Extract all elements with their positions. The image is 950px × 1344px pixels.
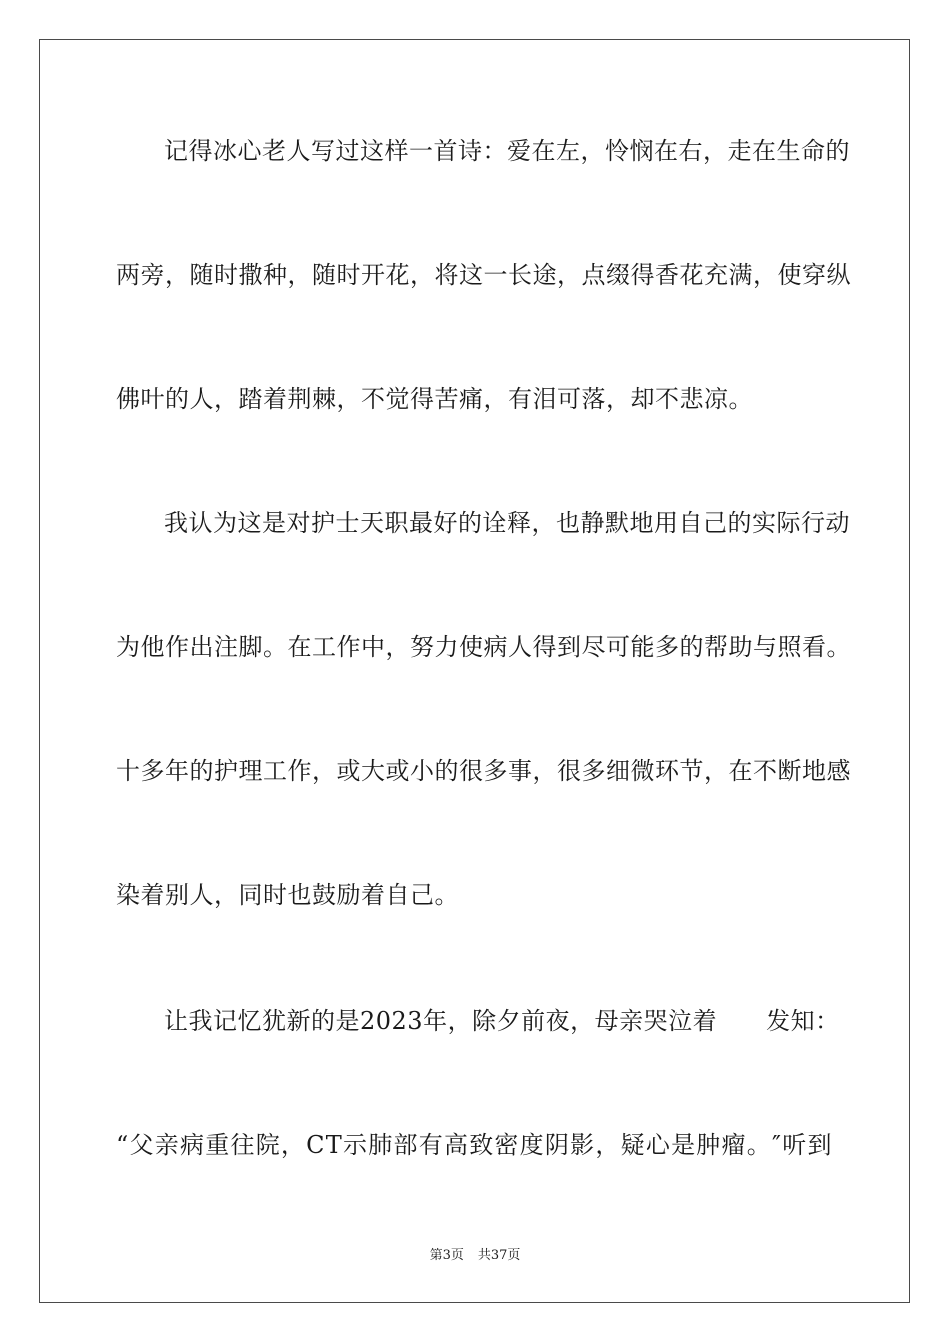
paragraph-2-line-2: 为 他 作 出 注 脚 。 在 工 作 中 ， 努 力 使 病 人 得 到 尽 可 能 多 的 帮 助 与 照 看 。 — [116, 633, 851, 661]
paragraph-2-line-1: 我 认 为 这 是 对 护 士 天 职 最 好 的 诠 释 ， 也 静 默 地 用 自 己 的 实 际 行 动 — [164, 509, 850, 537]
page-footer — [0, 1247, 950, 1265]
paragraph-3-line-2: “ 父 亲 病 重 往 院 ， C T 示 肺 部 有 高 致 密 度 阴 影 ， 疑 心 是 肿 瘤 。 ″ 听 到 — [116, 1131, 832, 1159]
page-number: 第3页 — [429, 1248, 464, 1263]
paragraph-3-line-1: 让我记忆犹新的是2023年，除夕前夜，母亲哭泣着 发知： — [164, 1007, 840, 1035]
page-border — [39, 39, 910, 1303]
paragraph-1-line-3: 佛叶的人，踏着荆棘，不觉得苦痛，有泪可落，却不悲凉。 — [116, 385, 753, 413]
paragraph-1-line-1: 记 得 冰 心 老 人 写 过 这 样 一 首 诗 ： 爱 在 左 ， 怜 悯 在 右 ， 走 在 生 命 的 — [164, 137, 850, 165]
paragraph-1-line-2: 两 旁 ， 随 时 撒 种 ， 随 时 开 花 ， 将 这 一 长 途 ， 点 缀 得 香 花 充 满 ， 使 穿 纵 — [116, 261, 851, 289]
paragraph-2-line-4: 染着别人，同时也鼓励着自己。 — [116, 881, 459, 909]
total-pages: 共37页 — [477, 1248, 521, 1263]
paragraph-2-line-3: 十 多 年 的 护 理 工 作 ， 或 大 或 小 的 很 多 事 ， 很 多 细 微 环 节 ， 在 不 断 地 感 — [116, 757, 851, 785]
